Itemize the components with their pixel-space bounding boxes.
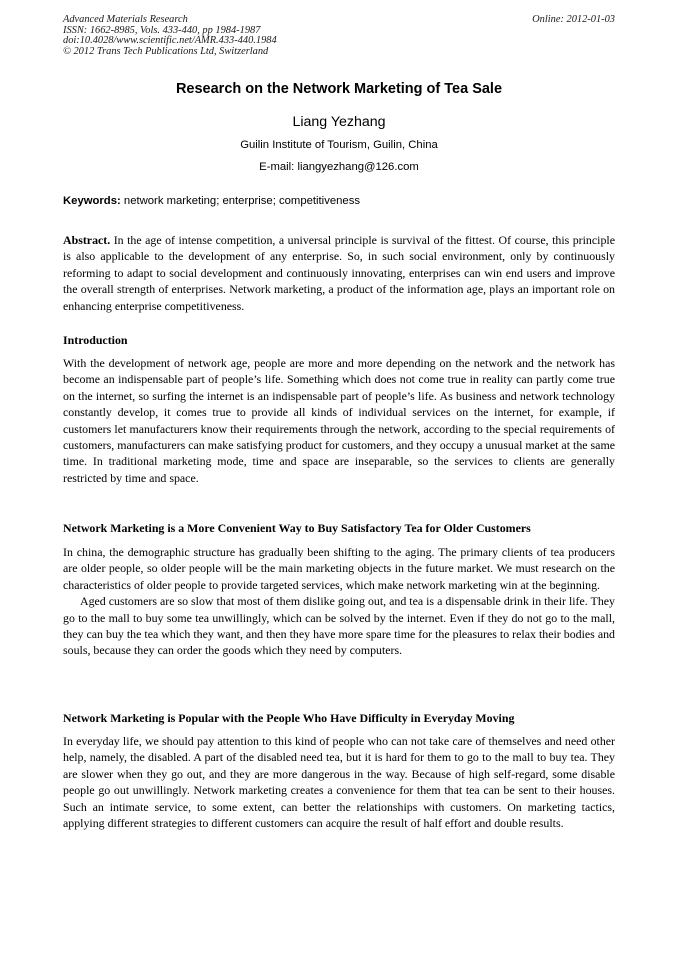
issn-line: ISSN: 1662-8985, Vols. 433-440, pp 1984-1987 bbox=[63, 24, 261, 36]
abstract-text: In the age of intense competition, a universal principle is survival of the fittest. Of course, this principle is also applicable to the development of any enterprise. So, in such social environment, only by continuously reforming to adapt to social development and continuously innovating, enterprises can win end users and improve the overall strength of enterprises. Network marketing, a product of the information age, plays an important role on enhancing enterprise competitiveness. bbox=[63, 233, 615, 313]
abstract-label: Abstract. bbox=[63, 233, 111, 247]
section-heading-everyday-moving: Network Marketing is Popular with the People Who Have Difficulty in Everyday Moving bbox=[63, 711, 515, 725]
author-affiliation: Guilin Institute of Tourism, Guilin, China bbox=[240, 139, 438, 151]
paragraph: With the development of network age, people are more and more depending on the network and the network has become an indispensable part of people’s life. Something which does not come true in reality can partly come true on the internet, so surfing the internet is an indispensable part of people’s life. As business and network technology constantly develop, it comes true to provide all kinds of individual services on the internet, for example, if customers let manufacturers know their requirements through the network, according to the special requirements of customers, manufacturers can make satisfying product for customers, and they occupy a unusual market at the same time. In traditional marketing mode, time and space are inseparable, so the services to clients are generally restricted by time and space. bbox=[63, 356, 615, 485]
section-heading-older-customers: Network Marketing is a More Convenient Way to Buy Satisfactory Tea for Older Customers bbox=[63, 521, 531, 535]
section-body-everyday-moving bbox=[63, 733, 615, 831]
keywords-label: Keywords: bbox=[63, 195, 121, 207]
section-body-older-customers bbox=[63, 544, 615, 659]
paragraph: In everyday life, we should pay attention to this kind of people who can not take care of themselves and need other help, namely, the disabled. A part of the disabled need tea, but it is hard for them to go to the mall to buy tea. They are slower when they go out, and they are more dangerous in the way. Because of high self-regard, some disable people go out unwillingly. Network marketing creates a convenience for them that tea can be sent to their houses. Such an intimate service, to some extent, can better the relationships with customers. On marketing tactics, applying different strategies to different customers can acquire the result of half effort and double results. bbox=[63, 734, 615, 831]
section-heading-introduction: Introduction bbox=[63, 333, 128, 347]
online-date: Online: 2012-01-03 bbox=[532, 14, 615, 25]
author-name: Liang Yezhang bbox=[292, 114, 386, 130]
keywords-text: network marketing; enterprise; competitiveness bbox=[123, 195, 360, 207]
journal-header bbox=[63, 15, 277, 57]
section-body-introduction bbox=[63, 355, 615, 486]
doi-line: doi:10.4028/www.scientific.net/AMR.433-440.1984 bbox=[63, 35, 277, 47]
author-email: E-mail: liangyezhang@126.com bbox=[259, 161, 419, 173]
abstract bbox=[63, 232, 615, 314]
paragraph: In china, the demographic structure has gradually been shifting to the aging. The primary clients of tea producers are older people, so older people will be the main marketing objects in the future market. We must research on the characteristics of older people to provide targeted services, which make network marketing win at the beginning. bbox=[63, 545, 615, 592]
paragraph: Aged customers are so slow that most of them dislike going out, and tea is a dispensable drink in their life. They go to the mall to buy some tea unwillingly, which can be solved by the internet. Even if they do not go to the mall, they can buy the tea which they want, and then they have more spare time for the pleasures to relax their bodies and souls, because they can order the goods which they need by computers. bbox=[63, 594, 615, 658]
keywords bbox=[63, 195, 615, 207]
journal-name: Advanced Materials Research bbox=[63, 14, 188, 25]
paper-title: Research on the Network Marketing of Tea Sale bbox=[175, 81, 503, 97]
copyright-line: © 2012 Trans Tech Publications Ltd, Switzerland bbox=[63, 45, 269, 57]
